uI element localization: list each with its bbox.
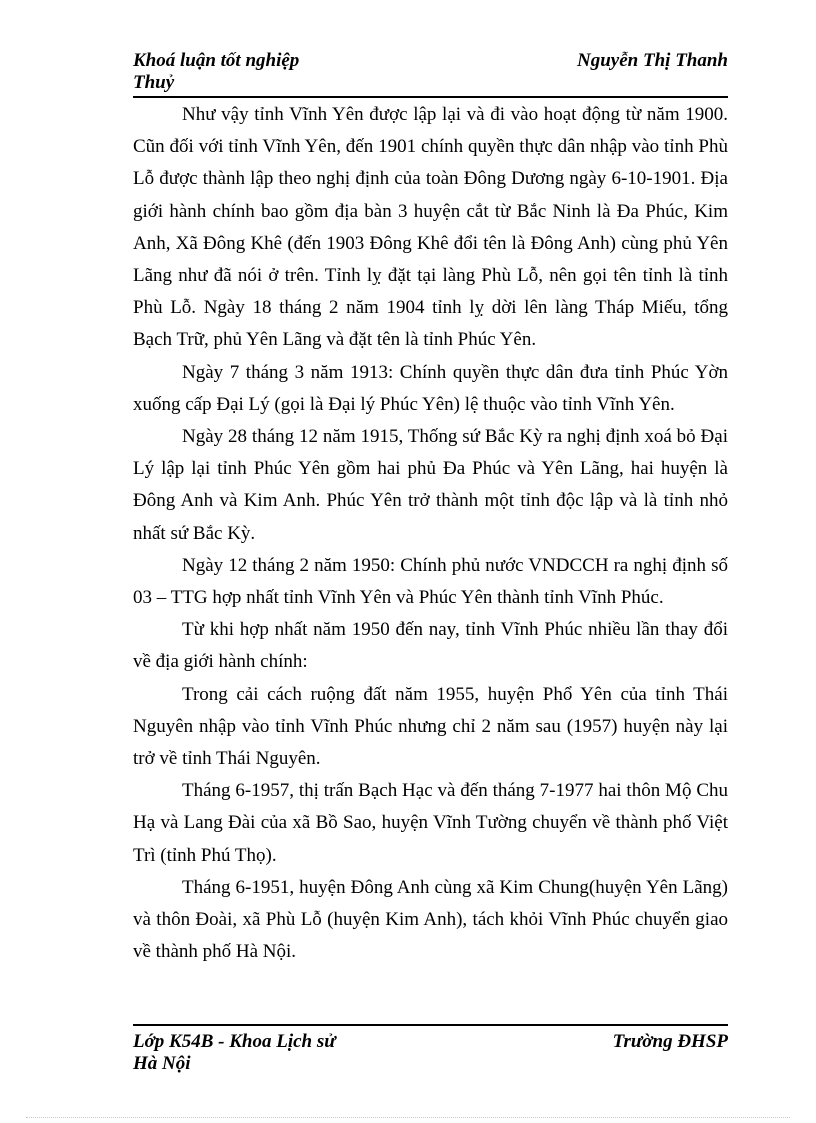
paragraph: Ngày 12 tháng 2 năm 1950: Chính phủ nước VNDCCH ra nghị định số 03 – TTG hợp nhất tỉnh Vĩnh Yên và Phúc Yên thành tỉnh Vĩnh Phúc. [133,554,728,609]
page-footer [133,1031,728,1075]
paragraph: Tháng 6-1957, thị trấn Bạch Hạc và đến tháng 7-1977 hai thôn Mộ Chu Hạ và Lang Đài của xã Bồ Sao, huyện Vĩnh Tường chuyển về thành phố Việt Trì (tỉnh Phú Thọ). [133,780,728,866]
paragraph: Ngày 7 tháng 3 năm 1913: Chính quyền thực dân đưa tỉnh Phúc Yờn xuống cấp Đại Lý (gọi là Đại lý Phúc Yên) lệ thuộc vào tỉnh Vĩnh Yên. [133,361,728,415]
document-body [133,99,728,968]
paragraph: Ngày 28 tháng 12 năm 1915, Thống sứ Bắc Kỳ ra nghị định xoá bỏ Đại Lý lập lại tỉnh Phúc Yên gồm hai phủ Đa Phúc và Yên Lãng, hai huyện là Đông Anh và Kim Anh. Phúc Yên trở thành một tỉnh độc lập và là tỉnh nhỏ nhất sứ Bắc Kỳ. [133,426,728,544]
paragraph: Tháng 6-1951, huyện Đông Anh cùng xã Kim Chung(huyện Yên Lãng) và thôn Đoài, xã Phù Lỗ (huyện Kim Anh), tách khỏi Vĩnh Phúc chuyển giao về thành phố Hà Nội. [133,876,728,963]
footer-city: Hà Nội [133,1053,191,1074]
footer-university: Trường ĐHSP [612,1031,728,1052]
paragraph: Trong cải cách ruộng đất năm 1955, huyện Phổ Yên của tỉnh Thái Nguyên nhập vào tỉnh Vĩnh Phúc nhưng chỉ 2 năm sau (1957) huyện này lại trở về tỉnh Thái Nguyên. [133,683,728,770]
header-author-surname: Thuỷ [133,72,175,93]
page-header [133,50,728,94]
header-author-name: Nguyễn Thị Thanh [577,50,728,71]
header-rule [133,96,728,98]
footer-class-faculty: Lớp K54B - Khoa Lịch sử [133,1031,336,1052]
header-thesis-title: Khoá luận tốt nghiệp [133,50,300,71]
footer-rule [133,1024,728,1026]
paragraph: Như vậy tỉnh Vĩnh Yên được lập lại và đi vào hoạt động từ năm 1900. Cũn đối với tỉnh Vĩnh Yên, đến 1901 chính quyền thực dân nhập vào tỉnh Phù Lỗ được thành lập theo nghị định của toàn Đông Dương ngày 6-10-1901. Địa giới hành chính bao gồm địa bàn 3 huyện cắt từ Bắc Ninh là Đa Phúc, Kim Anh, Xã Đông Khê (đến 1903 Đông Khê đổi tên là Đông Anh) cùng phủ Yên Lãng như đã nói ở trên. Tỉnh lỵ đặt tại làng Phù Lỗ, nên gọi tên tỉnh là tỉnh Phù Lỗ. Ngày 18 tháng 2 năm 1904 tỉnh lỵ dời lên làng Tháp Miếu, tổng Bạch Trữ, phủ Yên Lãng và đặt tên là tỉnh Phúc Yên. [133,104,728,351]
paragraph: Từ khi hợp nhất năm 1950 đến nay, tỉnh Vĩnh Phúc nhiều lần thay đổi về địa giới hành chính: [133,619,728,673]
page-edge-dotted-line [26,1117,790,1118]
